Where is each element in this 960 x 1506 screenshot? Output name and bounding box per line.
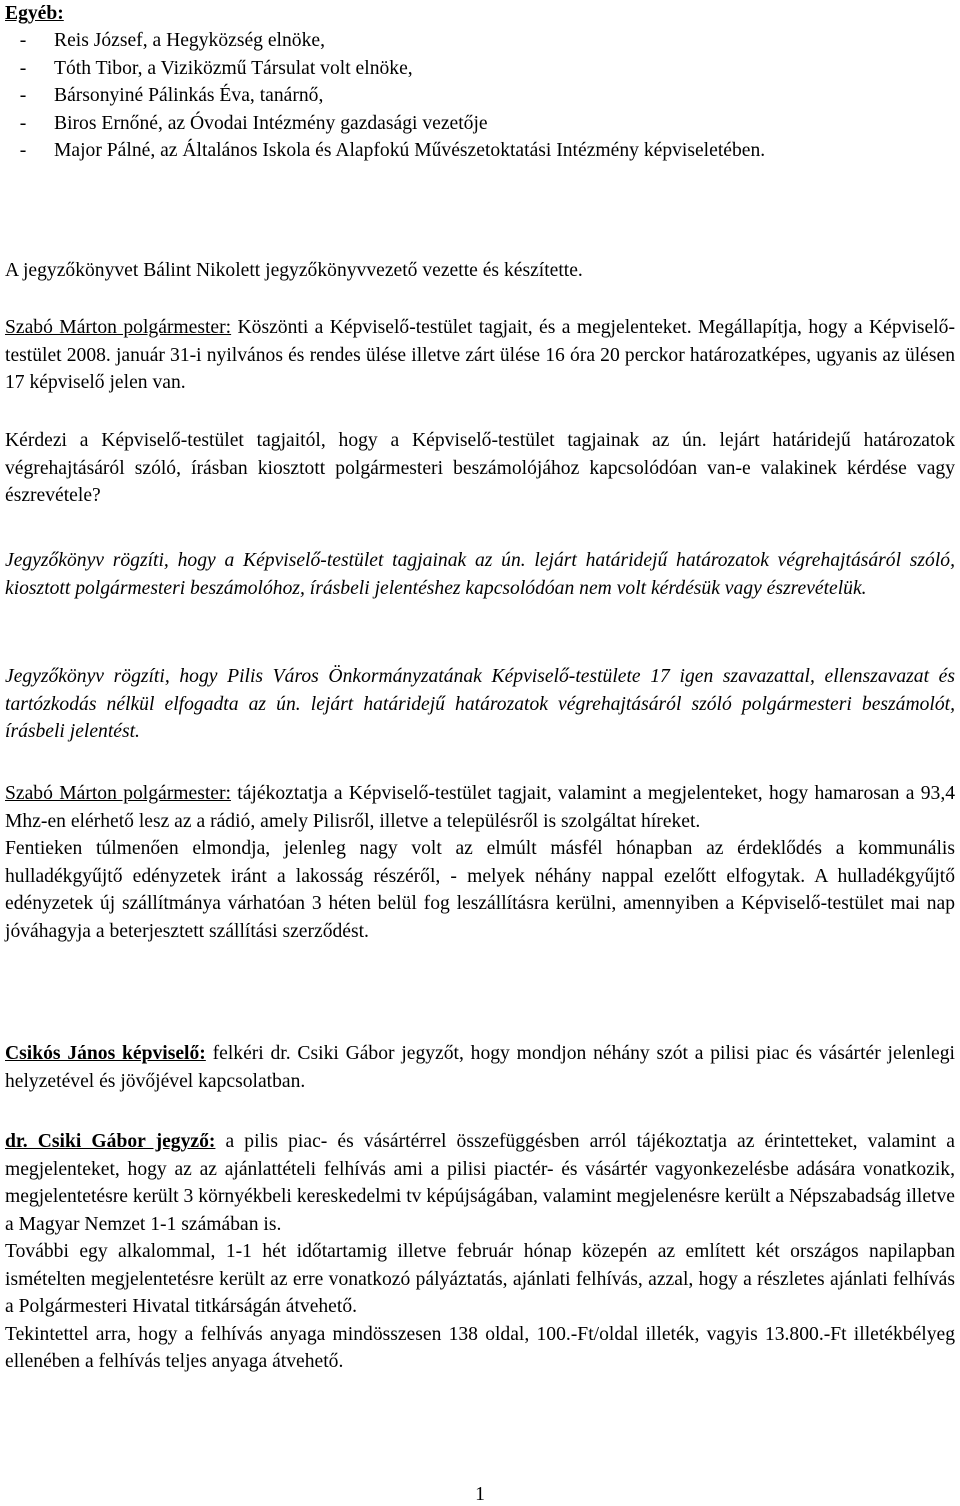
list-item: - Bársonyiné Pálinkás Éva, tanárnő, [19, 85, 324, 106]
speaker-label: Csikós János képviselő: [5, 1043, 206, 1064]
fee-paragraph: Tekintettel arra, hogy a felhívás anyaga mindösszesen 138 oldal, 100.-Ft/oldal illeték, vagyis 13.800.-Ft illetékbélyeg ellenében a felhívás teljes anyaga átvehető. [5, 1323, 955, 1372]
page-number: 1 [475, 1484, 485, 1505]
attendee-list [5, 27, 955, 165]
attendee-list-block [5, 27, 955, 165]
mayor-opening-paragraph: Szabó Márton polgármester: Köszönti a Képviselő-testület tagjait, és a megjelenteket. Megállapítja, hogy a Képviselő-testület 2008. január 31-i nyilvános és rendes ülése illetve zárt ülése 16 óra 20 perckor határozatképes, ugyanis az ülésen 17 képviselő jelen van. [5, 317, 955, 393]
csikos-block [5, 1040, 955, 1095]
speaker-label: Szabó Márton polgármester: [5, 317, 232, 338]
list-item: - Biros Ernőné, az Óvodai Intézmény gazdasági vezetője [19, 112, 488, 134]
speaker-label: dr. Csiki Gábor jegyző: [5, 1131, 216, 1152]
republication-paragraph: További egy alkalommal, 1-1 hét időtartamig illetve február hónap közepén az említett két országos napilapban ismételten megjelentetésre került az erre vonatkozó pályáztatás, ajánlati felhívás, azzal, hogy a részletes ajánlati felhívás a Polgármesteri Hivatal titkárságán átvehető. [5, 1241, 955, 1317]
speaker-label: Szabó Márton polgármester: [5, 783, 231, 804]
csikos-paragraph: Csikós János képviselő: felkéri dr. Csiki Gábor jegyzőt, hogy mondjon néhány szót a pilisi piac és vásártér jelenlegi helyzetével és jövőjével kapcsolatban. [5, 1043, 955, 1092]
mayor-opening-block [5, 314, 955, 397]
minutes-keeper-paragraph: A jegyzőkönyvet Bálint Nikolett jegyzőkönyvvezető vezette és készítette. [5, 260, 583, 281]
mayor-radio-paragraph: Szabó Márton polgármester: tájékoztatja a Képviselő-testület tagjait, valamint a megjelenteket, hogy hamarosan a 93,4 Mhz-en elérhető lesz az a rádió, amely Pilisről, illetve a településről is szolgáltat híreket. [5, 783, 956, 832]
record-vote-paragraph: Jegyzőkönyv rögzíti, hogy Pilis Város Önkormányzatának Képviselő-testülete 17 igen szavazattal, ellenszavazat és tartózkodás nélkül elfogadta az ún. lejárt határidejű határozatok végrehajtásáról szóló polgármesteri beszámolót, írásbeli jelentést. [5, 666, 955, 742]
list-item: - Tóth Tibor, a Viziközmű Társulat volt elnöke, [19, 57, 413, 79]
section-heading: Egyéb: [5, 3, 64, 24]
minutes-keeper-block [5, 257, 955, 285]
question-paragraph: Kérdezi a Képviselő-testület tagjaitól, hogy a Képviselő-testület tagjainak az ún. lejárt határidejű határozatok végrehajtásáról szóló, írásban kiosztott polgármesteri beszámolójához kapcsolódóan van-e valakinek kérdése vagy észrevétele? [5, 430, 955, 506]
record-vote-block [5, 663, 955, 746]
mayor-radio-block [5, 780, 955, 945]
section-heading-block [5, 0, 955, 28]
list-item: - Reis József, a Hegyközség elnöke, [19, 30, 325, 51]
notary-paragraph: dr. Csiki Gábor jegyző: a pilis piac- és vásártérrel összefüggésben arról tájékoztatja az érintetteket, valamint a megjelenteket, hogy az az ajánlattételi felhívás ami a pilisi piactér- és vásártér vagyonkezelésbe adására vonatkozik, megjelentetésre került 3 környékbeli kereskedelmi tv képújságában, valamint megjelenésre került a Népszabadság illetve a Magyar Nemzet 1-1 számában is. [5, 1131, 955, 1235]
record-no-questions-paragraph: Jegyzőkönyv rögzíti, hogy a Képviselő-testület tagjainak az ún. lejárt határidejű határozatok végrehajtásáról szóló, kiosztott polgármesteri beszámolóhoz, írásbeli jelentéshez kapcsolódóan nem volt kérdésük vagy észrevételük. [5, 550, 955, 599]
record-no-questions-block [5, 547, 955, 602]
list-item: - Major Pálné, az Általános Iskola és Alapfokú Művészetoktatási Intézmény képviseletében. [19, 140, 766, 161]
question-block [5, 427, 955, 510]
waste-bins-paragraph: Fentieken túlmenően elmondja, jelenleg nagy volt az elmúlt másfél hónapban az érdeklődés a kommunális hulladékgyűjtő edényzetek iránt a lakosság részéről, - melyek néhány nappal ezelőtt elfogytak. A hulladékgyűjtő edényzetek új szállítmánya várhatóan 3 héten belül fog leszállításra kerülni, amennyiben a Képviselő-testület mai nap jóváhagyja a beterjesztett szállítási szerződést. [5, 838, 955, 942]
notary-block [5, 1128, 955, 1376]
